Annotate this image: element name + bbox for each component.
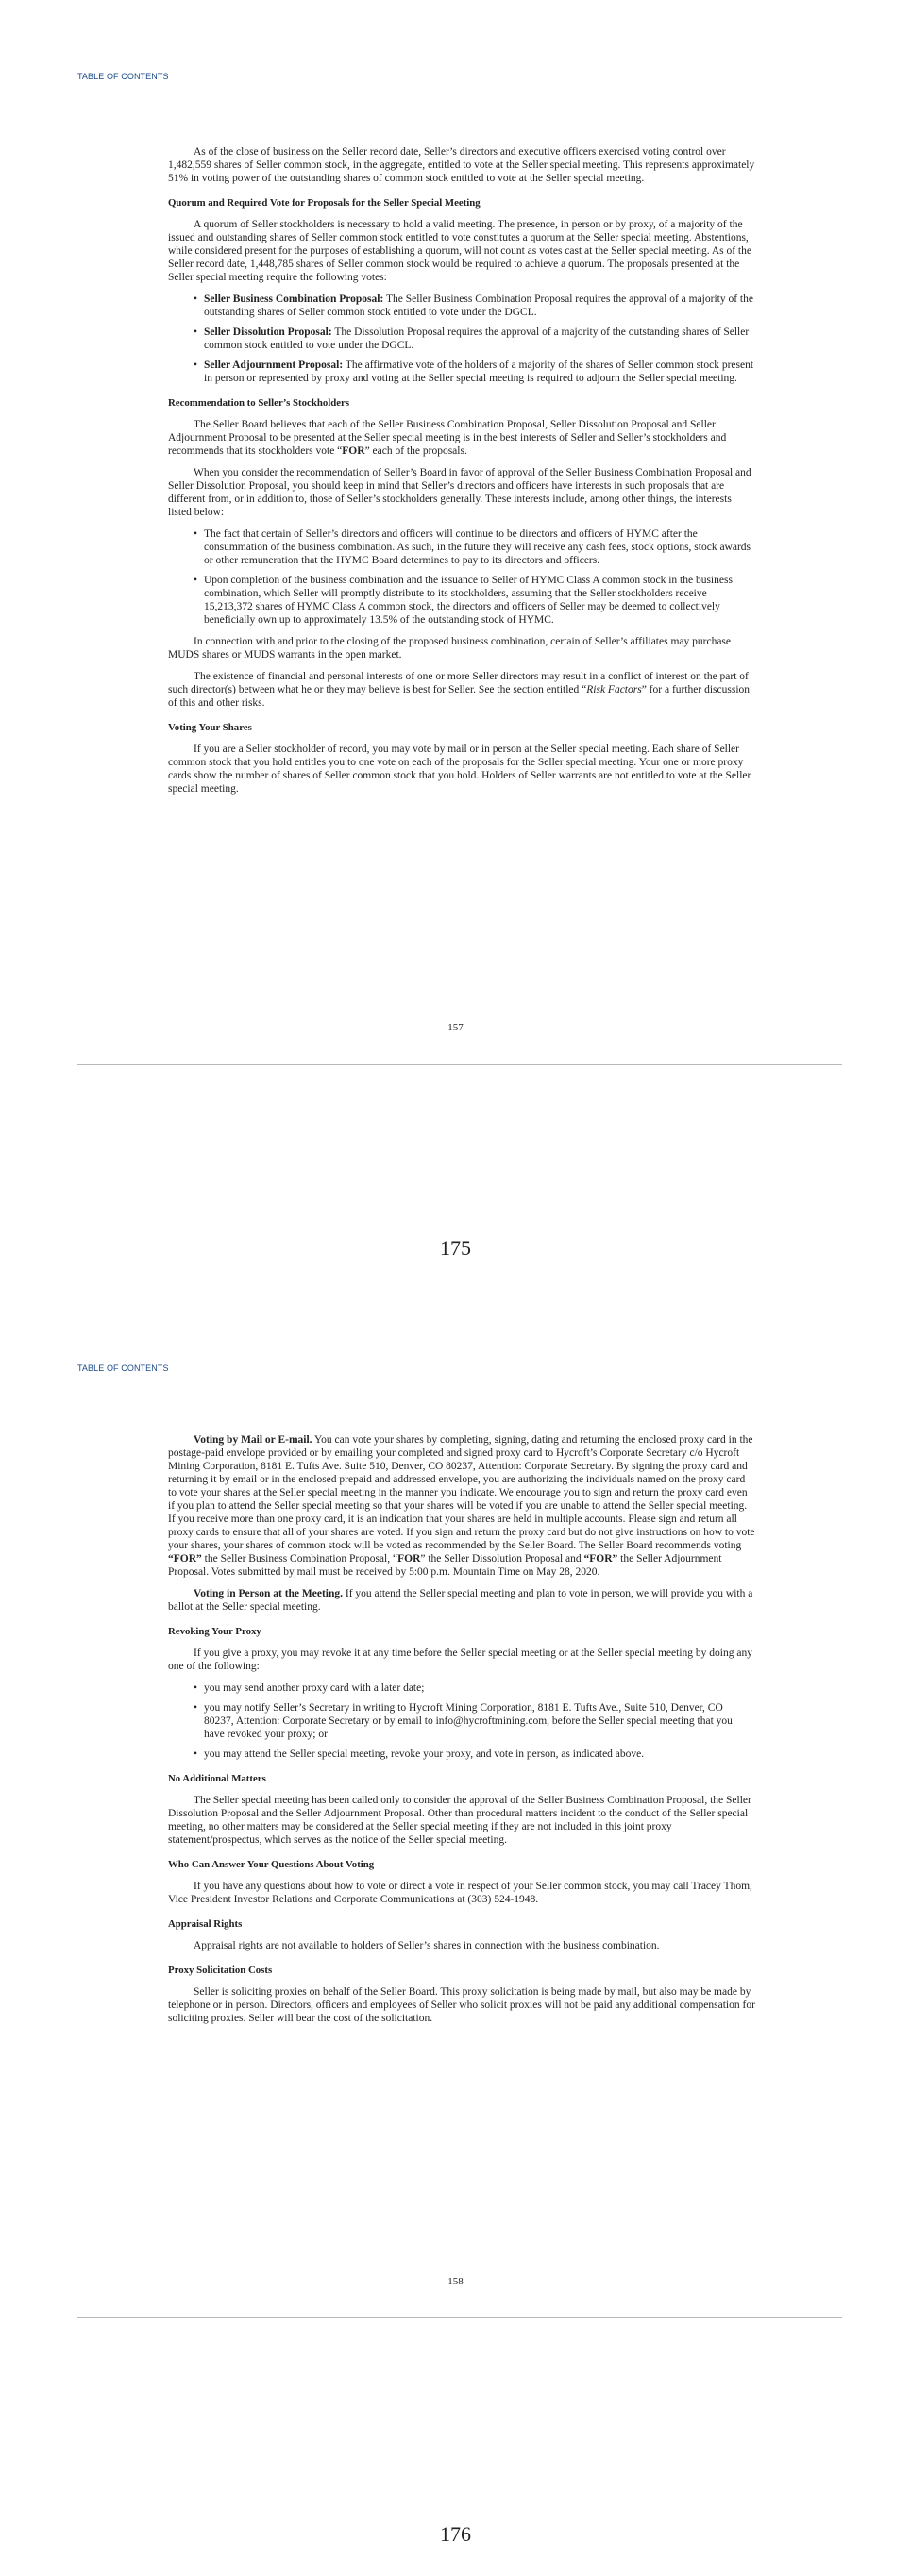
interests-list [168,527,755,627]
bullet-text: The Seller Business Combination Proposal requires the approval of a majority of the outstanding shares of Seller common stock entitled to vote under the DGCL. [204,293,753,318]
voting-paragraph: If you are a Seller stockholder of record, you may vote by mail or in person at the Seller special meeting. Each share of Seller common stock that you hold entitles you to one vote on each of the proposals for the Seller special meeting. Your one or more proxy cards show the number of shares of Seller common stock that you hold. Holders of Seller warrants are not entitled to vote at the Seller special meeting. [168,744,751,795]
affiliates-paragraph: In connection with and prior to the closing of the proposed business combination, certain of Seller’s affiliates may purchase MUDS shares or MUDS warrants in the open market. [168,636,731,661]
in-person-paragraph [168,1587,755,1614]
list-item [168,1701,755,1741]
bullet-text: you may attend the Seller special meeting, revoke your proxy, and vote in person, as indicated above. [204,1748,645,1760]
for-emphasis: “FOR” [168,1553,202,1564]
bullet-icon: • [194,293,198,305]
page-158-body [168,1433,755,2033]
proxy-solicitation-paragraph: Seller is soliciting proxies on behalf of the Seller Board. This proxy solicitation is being made by mail, but also may be made by telephone or in person. Directors, officers and employees of Seller who solicit proxies will not be paid any additional compensation for soliciting proxies. Seller will bear the cost of the solicitation. [168,1986,755,2024]
recommendation-heading: Recommendation to Seller’s Stockholders [168,397,350,409]
table-of-contents-link[interactable]: TABLE OF CONTENTS [77,72,169,81]
page-number: 158 [447,2276,464,2287]
table-of-contents-link[interactable]: TABLE OF CONTENTS [77,1363,169,1373]
required-votes-list [168,293,755,385]
list-item [168,293,755,319]
for-emphasis: FOR [342,445,365,457]
page-157-body [168,145,755,804]
voting-heading: Voting Your Shares [168,722,252,733]
no-additional-matters-heading: No Additional Matters [168,1773,266,1784]
risk-factors-reference: Risk Factors [586,684,642,695]
list-item [168,574,755,627]
for-emphasis: FOR [397,1553,421,1564]
text-run: The existence of financial and personal interests of one or more Seller directors may result in a conflict of interest on the part of such director(s) between what he or they may believe is best for Seller. See the section entitled “ [168,671,749,695]
bullet-text: you may notify Seller’s Secretary in writing to Hycroft Mining Corporation, 8181 E. Tufts Ave., Suite 510, Denver, CO 80237, Attention: Corporate Secretary or by email to info@hycroftmining.com, before the Seller special meeting that you have revoked your proxy; or [204,1702,733,1740]
revoking-heading: Revoking Your Proxy [168,1626,261,1637]
bullet-text: you may send another proxy card with a later date; [204,1682,425,1694]
appraisal-heading: Appraisal Rights [168,1918,243,1930]
pdf-page-number: 175 [440,1236,471,1260]
proxy-solicitation-heading: Proxy Solicitation Costs [168,1965,273,1976]
text-run: The Seller Board believes that each of the Seller Business Combination Proposal, Seller Dissolution Proposal and Seller Adjournment Proposal to be presented at the Seller special meeting is in the best interests of Seller and Seller’s stockholders and recommends that its stockholders vote “ [168,419,727,457]
for-emphasis: “FOR” [583,1553,618,1564]
mail-voting-paragraph [168,1433,755,1579]
list-item [168,1681,755,1695]
bullet-term: Seller Business Combination Proposal: [204,293,384,305]
quorum-heading: Quorum and Required Vote for Proposals for the Seller Special Meeting [168,197,481,209]
interests-paragraph: When you consider the recommendation of Seller’s Board in favor of approval of the Seller Business Combination Proposal and Seller Dissolution Proposal, you should keep in mind that Seller’s directors and officers have interests in such proposals that are different from, or in addition to, those of Seller’s stockholders generally. These interests include, among other things, the interests listed below: [168,467,751,518]
intro-paragraph: As of the close of business on the Seller record date, Seller’s directors and executive officers exercised voting control over 1,482,559 shares of Seller common stock, in the aggregate, entitled to vote at the Seller special meeting. This represents approximately 51% in voting power of the outstanding shares of common stock entitled to vote at the Seller special meeting. [168,146,755,184]
page-divider [77,1064,842,1065]
page-divider [77,2317,842,2318]
bullet-text: Upon completion of the business combination and the issuance to Seller of HYMC Class A common stock in the business combination, which Seller will promptly distribute to its stockholders, assuming that the Seller stockholders receive 15,213,372 shares of HYMC Class A common stock, the directors and officers of Seller may be deemed to collectively beneficially own up to approximately 13.5% of the outstanding stock of HYMC. [204,575,733,626]
bullet-term: Seller Dissolution Proposal: [204,326,332,338]
bullet-icon: • [194,1682,198,1694]
conflict-paragraph [168,670,755,710]
bullet-icon: • [194,326,198,338]
text-run: If you attend the Seller special meeting and plan to vote in person, we will provide you with a ballot at the Seller special meeting. [168,1588,753,1613]
bullet-icon: • [194,575,198,586]
revoking-paragraph: If you give a proxy, you may revoke it at any time before the Seller special meeting or at the Seller special meeting by doing any one of the following: [168,1648,752,1672]
bullet-text: The Dissolution Proposal requires the approval of a majority of the outstanding shares of Seller common stock entitled to vote under the DGCL. [204,326,750,351]
text-run: the Seller Adjournment Proposal. Votes submitted by mail must be received by 5:00 p.m. Mountain Time on May 28, 2020. [168,1553,722,1578]
pdf-page-number: 176 [440,2522,471,2546]
text-run: the Seller Business Combination Proposal, “ [201,1553,398,1564]
text-run: ” each of the proposals. [364,445,467,457]
text-run: You can vote your shares by completing, signing, dating and returning the enclosed proxy card in the postage-paid envelope provided or by emailing your completed and signed proxy card to Hycroft’s Corporate Secretary c/o Hycroft Mining Corporation, 8181 E. Tufts Ave. Suite 510, Denver, CO 80237, Attention: Corporate Secretary. By signing the proxy card and returning it by email or in the enclosed prepaid and addressed envelope, you are authorizing the individuals named on the proxy card to vote your shares at the Seller special meeting in the manner you indicate. We encourage you to sign and return the proxy card even if you plan to attend the Seller special meeting so that your shares will be voted if you are unable to attend the Seller special meeting. If you receive more than one proxy card, it is an indication that your shares are held in multiple accounts. Please sign and return all proxy cards to ensure that all of your shares are voted. If you sign and return the proxy card but do not give instructions on how to vote your shares, your shares of common stock will be voted as recommended by the Seller Board. The Seller Board recommends voting [168,1434,755,1551]
bullet-term: Seller Adjournment Proposal: [204,360,344,371]
list-item [168,1748,755,1761]
bullet-icon: • [194,1748,198,1760]
revoke-options-list [168,1681,755,1761]
list-item [168,326,755,352]
questions-heading: Who Can Answer Your Questions About Voting [168,1859,375,1870]
page-number: 157 [447,1022,464,1033]
in-person-term: Voting in Person at the Meeting. [194,1588,344,1599]
bullet-text: The affirmative vote of the holders of a majority of the shares of Seller common stock present in person or represented by proxy and voting at the Seller special meeting is required to adjourn the Seller special meeting. [204,360,754,384]
appraisal-paragraph: Appraisal rights are not available to holders of Seller’s shares in connection with the business combination. [194,1940,660,1951]
quorum-paragraph: A quorum of Seller stockholders is necessary to hold a valid meeting. The presence, in person or by proxy, of a majority of the issued and outstanding shares of Seller common stock entitled to vote constitutes a quorum at the Seller special meeting. Abstentions, while considered present for the purposes of establishing a quorum, will not count as votes cast at the Seller special meeting. As of the Seller record date, 1,448,785 shares of Seller common stock would be required to achieve a quorum. The proposals presented at the Seller special meeting require the following votes: [168,219,751,283]
mail-voting-term: Voting by Mail or E-mail. [194,1434,312,1446]
recommendation-paragraph [168,418,755,458]
bullet-icon: • [194,528,198,540]
no-additional-matters-paragraph: The Seller special meeting has been called only to consider the approval of the Seller Business Combination Proposal, the Seller Dissolution Proposal and the Seller Adjournment Proposal. Other than procedural matters incident to the conduct of the Seller special meeting, no other matters may be considered at the Seller special meeting if they are not included in this joint proxy statement/prospectus, which serves as the notice of the Seller special meeting. [168,1795,751,1846]
bullet-icon: • [194,1702,198,1714]
questions-paragraph: If you have any questions about how to vote or direct a vote in respect of your Seller common stock, you may call Tracey Thom, Vice President Investor Relations and Corporate Communications at (303) 524-1948. [168,1881,752,1905]
list-item [168,527,755,567]
text-run: ” the Seller Dissolution Proposal and [420,1553,584,1564]
bullet-text: The fact that certain of Seller’s directors and officers will continue to be directors and officers of HYMC after the consummation of the business combination. As such, in the future they will receive any cash fees, stock options, stock awards or other remuneration that the HYMC Board determines to pay to its directors and officers. [204,528,751,566]
text-run: ” for a further discussion of this and other risks. [168,684,751,709]
list-item [168,359,755,385]
bullet-icon: • [194,360,198,371]
